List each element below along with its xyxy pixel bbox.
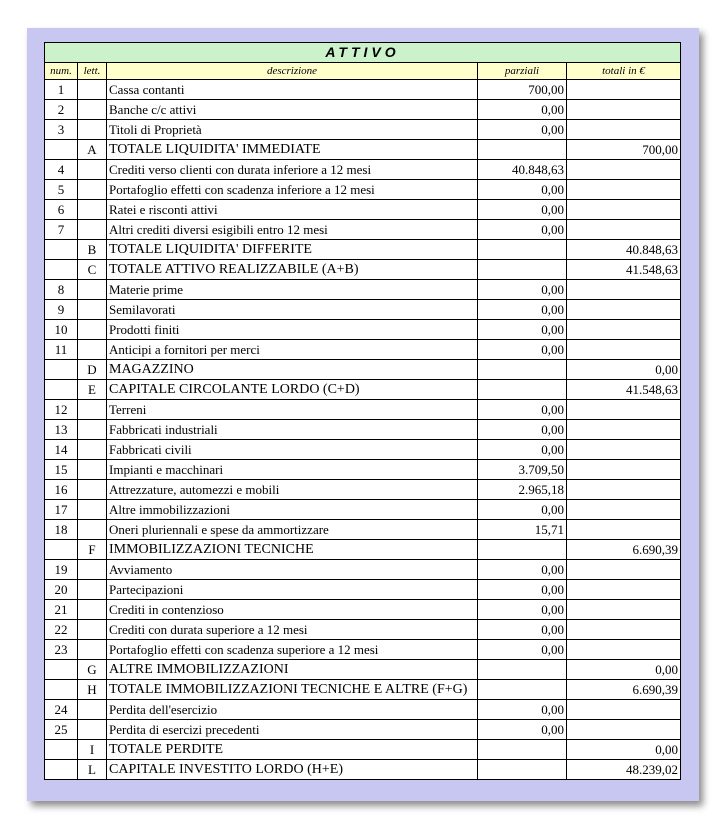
- cell-descrizione: Crediti in contenzioso: [107, 600, 478, 620]
- cell-totali: 41.548,63: [567, 380, 681, 400]
- cell-parziali: 0,00: [478, 560, 567, 580]
- cell-lett: [78, 220, 107, 240]
- cell-totali: 41.548,63: [567, 260, 681, 280]
- cell-num: 16: [45, 480, 78, 500]
- cell-totali: [567, 400, 681, 420]
- cell-descrizione: Attrezzature, automezzi e mobili: [107, 480, 478, 500]
- table-row: [45, 560, 681, 580]
- cell-descrizione: Titoli di Proprietà: [107, 120, 478, 140]
- cell-lett: H: [78, 680, 107, 700]
- cell-lett: A: [78, 140, 107, 160]
- cell-num: 3: [45, 120, 78, 140]
- cell-num: [45, 240, 78, 260]
- cell-num: 1: [45, 80, 78, 100]
- cell-totali: [567, 120, 681, 140]
- cell-descrizione: Semilavorati: [107, 300, 478, 320]
- cell-num: [45, 260, 78, 280]
- cell-parziali: 0,00: [478, 120, 567, 140]
- table-row: [45, 660, 681, 680]
- cell-num: 24: [45, 700, 78, 720]
- cell-totali: [567, 340, 681, 360]
- cell-lett: F: [78, 540, 107, 560]
- table-title: ATTIVO: [45, 43, 681, 63]
- header-parziali: parziali: [478, 63, 567, 80]
- table-row: [45, 100, 681, 120]
- cell-num: 2: [45, 100, 78, 120]
- cell-num: 5: [45, 180, 78, 200]
- cell-totali: [567, 460, 681, 480]
- cell-totali: 0,00: [567, 740, 681, 760]
- cell-totali: [567, 620, 681, 640]
- cell-lett: [78, 460, 107, 480]
- cell-parziali: [478, 360, 567, 380]
- cell-num: 21: [45, 600, 78, 620]
- table-row: [45, 580, 681, 600]
- header-totali: totali in €: [567, 63, 681, 80]
- cell-totali: [567, 220, 681, 240]
- cell-descrizione: Avviamento: [107, 560, 478, 580]
- cell-lett: [78, 440, 107, 460]
- table-row: [45, 120, 681, 140]
- cell-totali: [567, 80, 681, 100]
- cell-descrizione: Oneri pluriennali e spese da ammortizzare: [107, 520, 478, 540]
- cell-lett: [78, 720, 107, 740]
- cell-parziali: 0,00: [478, 200, 567, 220]
- cell-lett: [78, 200, 107, 220]
- cell-lett: E: [78, 380, 107, 400]
- cell-totali: [567, 640, 681, 660]
- cell-parziali: 0,00: [478, 720, 567, 740]
- cell-totali: 40.848,63: [567, 240, 681, 260]
- cell-num: 17: [45, 500, 78, 520]
- cell-totali: [567, 320, 681, 340]
- cell-parziali: 0,00: [478, 400, 567, 420]
- table-row: [45, 680, 681, 700]
- cell-lett: [78, 300, 107, 320]
- cell-descrizione: Cassa contanti: [107, 80, 478, 100]
- table-row: [45, 620, 681, 640]
- cell-totali: [567, 580, 681, 600]
- cell-descrizione: Banche c/c attivi: [107, 100, 478, 120]
- cell-totali: [567, 500, 681, 520]
- cell-descrizione: IMMOBILIZZAZIONI TECNICHE: [107, 540, 478, 560]
- cell-totali: [567, 440, 681, 460]
- cell-lett: [78, 700, 107, 720]
- cell-descrizione: Terreni: [107, 400, 478, 420]
- cell-totali: [567, 200, 681, 220]
- cell-descrizione: Altri crediti diversi esigibili entro 12 mesi: [107, 220, 478, 240]
- table-row: [45, 300, 681, 320]
- cell-totali: 700,00: [567, 140, 681, 160]
- table-row: [45, 280, 681, 300]
- table-row: [45, 220, 681, 240]
- table-row: [45, 640, 681, 660]
- cell-parziali: [478, 740, 567, 760]
- cell-parziali: 0,00: [478, 220, 567, 240]
- cell-lett: [78, 100, 107, 120]
- table-row: [45, 320, 681, 340]
- cell-num: [45, 680, 78, 700]
- table-row: [45, 700, 681, 720]
- cell-parziali: 0,00: [478, 180, 567, 200]
- cell-lett: [78, 400, 107, 420]
- table-row: [45, 760, 681, 780]
- cell-lett: [78, 280, 107, 300]
- cell-lett: L: [78, 760, 107, 780]
- cell-parziali: [478, 240, 567, 260]
- cell-parziali: 15,71: [478, 520, 567, 540]
- cell-lett: [78, 640, 107, 660]
- cell-parziali: 0,00: [478, 420, 567, 440]
- cell-descrizione: Altre immobilizzazioni: [107, 500, 478, 520]
- cell-descrizione: Fabbricati industriali: [107, 420, 478, 440]
- cell-lett: [78, 420, 107, 440]
- cell-num: 8: [45, 280, 78, 300]
- attivo-table: [44, 42, 681, 780]
- cell-num: 9: [45, 300, 78, 320]
- cell-parziali: 0,00: [478, 620, 567, 640]
- cell-totali: 0,00: [567, 660, 681, 680]
- table-row: [45, 420, 681, 440]
- cell-parziali: 0,00: [478, 600, 567, 620]
- cell-totali: [567, 420, 681, 440]
- cell-descrizione: Perdita di esercizi precedenti: [107, 720, 478, 740]
- cell-totali: [567, 280, 681, 300]
- cell-lett: [78, 520, 107, 540]
- cell-totali: 0,00: [567, 360, 681, 380]
- cell-descrizione: ALTRE IMMOBILIZZAZIONI: [107, 660, 478, 680]
- cell-num: [45, 760, 78, 780]
- cell-descrizione: MAGAZZINO: [107, 360, 478, 380]
- cell-lett: [78, 320, 107, 340]
- cell-lett: [78, 560, 107, 580]
- cell-num: 11: [45, 340, 78, 360]
- cell-totali: 48.239,02: [567, 760, 681, 780]
- cell-num: [45, 540, 78, 560]
- table-row: [45, 200, 681, 220]
- cell-descrizione: CAPITALE INVESTITO LORDO (H+E): [107, 760, 478, 780]
- cell-num: 14: [45, 440, 78, 460]
- cell-descrizione: TOTALE LIQUIDITA' DIFFERITE: [107, 240, 478, 260]
- table-row: [45, 740, 681, 760]
- cell-totali: [567, 720, 681, 740]
- table-row: [45, 360, 681, 380]
- cell-descrizione: Perdita dell'esercizio: [107, 700, 478, 720]
- cell-totali: [567, 300, 681, 320]
- cell-totali: [567, 100, 681, 120]
- cell-parziali: 0,00: [478, 640, 567, 660]
- cell-num: 15: [45, 460, 78, 480]
- table-row: [45, 240, 681, 260]
- cell-parziali: 0,00: [478, 280, 567, 300]
- cell-descrizione: Crediti con durata superiore a 12 mesi: [107, 620, 478, 640]
- cell-parziali: 0,00: [478, 100, 567, 120]
- cell-descrizione: Impianti e macchinari: [107, 460, 478, 480]
- cell-lett: [78, 180, 107, 200]
- cell-lett: [78, 160, 107, 180]
- cell-descrizione: Materie prime: [107, 280, 478, 300]
- cell-num: [45, 140, 78, 160]
- cell-parziali: [478, 680, 567, 700]
- cell-totali: [567, 560, 681, 580]
- table-row: [45, 500, 681, 520]
- cell-totali: [567, 180, 681, 200]
- cell-descrizione: Portafoglio effetti con scadenza inferiore a 12 mesi: [107, 180, 478, 200]
- cell-num: [45, 660, 78, 680]
- cell-num: [45, 360, 78, 380]
- cell-num: 22: [45, 620, 78, 640]
- cell-totali: 6.690,39: [567, 680, 681, 700]
- table-row: [45, 260, 681, 280]
- cell-lett: [78, 580, 107, 600]
- cell-descrizione: TOTALE IMMOBILIZZAZIONI TECNICHE E ALTRE (F+G): [107, 680, 478, 700]
- cell-descrizione: Partecipazioni: [107, 580, 478, 600]
- table-row: [45, 600, 681, 620]
- cell-parziali: 0,00: [478, 700, 567, 720]
- cell-descrizione: Portafoglio effetti con scadenza superiore a 12 mesi: [107, 640, 478, 660]
- cell-parziali: 3.709,50: [478, 460, 567, 480]
- cell-num: 19: [45, 560, 78, 580]
- header-row: [45, 63, 681, 80]
- cell-num: 12: [45, 400, 78, 420]
- cell-totali: [567, 520, 681, 540]
- header-lett: lett.: [78, 63, 107, 80]
- cell-totali: [567, 600, 681, 620]
- cell-descrizione: TOTALE ATTIVO REALIZZABILE (A+B): [107, 260, 478, 280]
- cell-parziali: [478, 660, 567, 680]
- cell-num: 13: [45, 420, 78, 440]
- cell-parziali: 0,00: [478, 440, 567, 460]
- table-row: [45, 440, 681, 460]
- cell-parziali: [478, 260, 567, 280]
- table-row: [45, 380, 681, 400]
- cell-parziali: 700,00: [478, 80, 567, 100]
- cell-parziali: 0,00: [478, 340, 567, 360]
- title-row: [45, 43, 681, 63]
- cell-descrizione: Anticipi a fornitori per merci: [107, 340, 478, 360]
- cell-parziali: 0,00: [478, 300, 567, 320]
- cell-lett: [78, 340, 107, 360]
- cell-totali: [567, 480, 681, 500]
- cell-num: [45, 380, 78, 400]
- table-row: [45, 460, 681, 480]
- cell-num: 10: [45, 320, 78, 340]
- cell-lett: G: [78, 660, 107, 680]
- cell-num: 7: [45, 220, 78, 240]
- cell-num: 20: [45, 580, 78, 600]
- cell-num: 6: [45, 200, 78, 220]
- table-row: [45, 80, 681, 100]
- cell-lett: [78, 80, 107, 100]
- cell-descrizione: TOTALE PERDITE: [107, 740, 478, 760]
- table-row: [45, 480, 681, 500]
- cell-lett: [78, 120, 107, 140]
- cell-descrizione: CAPITALE CIRCOLANTE LORDO (C+D): [107, 380, 478, 400]
- cell-num: [45, 740, 78, 760]
- table-row: [45, 140, 681, 160]
- cell-totali: [567, 160, 681, 180]
- cell-descrizione: TOTALE LIQUIDITA' IMMEDIATE: [107, 140, 478, 160]
- cell-lett: [78, 480, 107, 500]
- cell-lett: [78, 620, 107, 640]
- cell-lett: [78, 600, 107, 620]
- cell-lett: [78, 500, 107, 520]
- table-row: [45, 160, 681, 180]
- cell-parziali: [478, 540, 567, 560]
- cell-parziali: 0,00: [478, 320, 567, 340]
- cell-num: 23: [45, 640, 78, 660]
- cell-lett: I: [78, 740, 107, 760]
- cell-descrizione: Fabbricati civili: [107, 440, 478, 460]
- cell-num: 18: [45, 520, 78, 540]
- cell-num: 4: [45, 160, 78, 180]
- cell-lett: C: [78, 260, 107, 280]
- cell-parziali: 0,00: [478, 500, 567, 520]
- table-row: [45, 540, 681, 560]
- table-row: [45, 720, 681, 740]
- table-row: [45, 520, 681, 540]
- table-row: [45, 180, 681, 200]
- cell-lett: D: [78, 360, 107, 380]
- header-num: num.: [45, 63, 78, 80]
- cell-num: 25: [45, 720, 78, 740]
- cell-parziali: 2.965,18: [478, 480, 567, 500]
- cell-parziali: 0,00: [478, 580, 567, 600]
- header-descrizione: descrizione: [107, 63, 478, 80]
- cell-lett: B: [78, 240, 107, 260]
- table-row: [45, 340, 681, 360]
- cell-descrizione: Prodotti finiti: [107, 320, 478, 340]
- cell-totali: 6.690,39: [567, 540, 681, 560]
- cell-parziali: 40.848,63: [478, 160, 567, 180]
- cell-descrizione: Ratei e risconti attivi: [107, 200, 478, 220]
- cell-parziali: [478, 140, 567, 160]
- sheet-frame: [27, 28, 699, 801]
- cell-parziali: [478, 760, 567, 780]
- table-row: [45, 400, 681, 420]
- cell-parziali: [478, 380, 567, 400]
- cell-totali: [567, 700, 681, 720]
- cell-descrizione: Crediti verso clienti con durata inferiore a 12 mesi: [107, 160, 478, 180]
